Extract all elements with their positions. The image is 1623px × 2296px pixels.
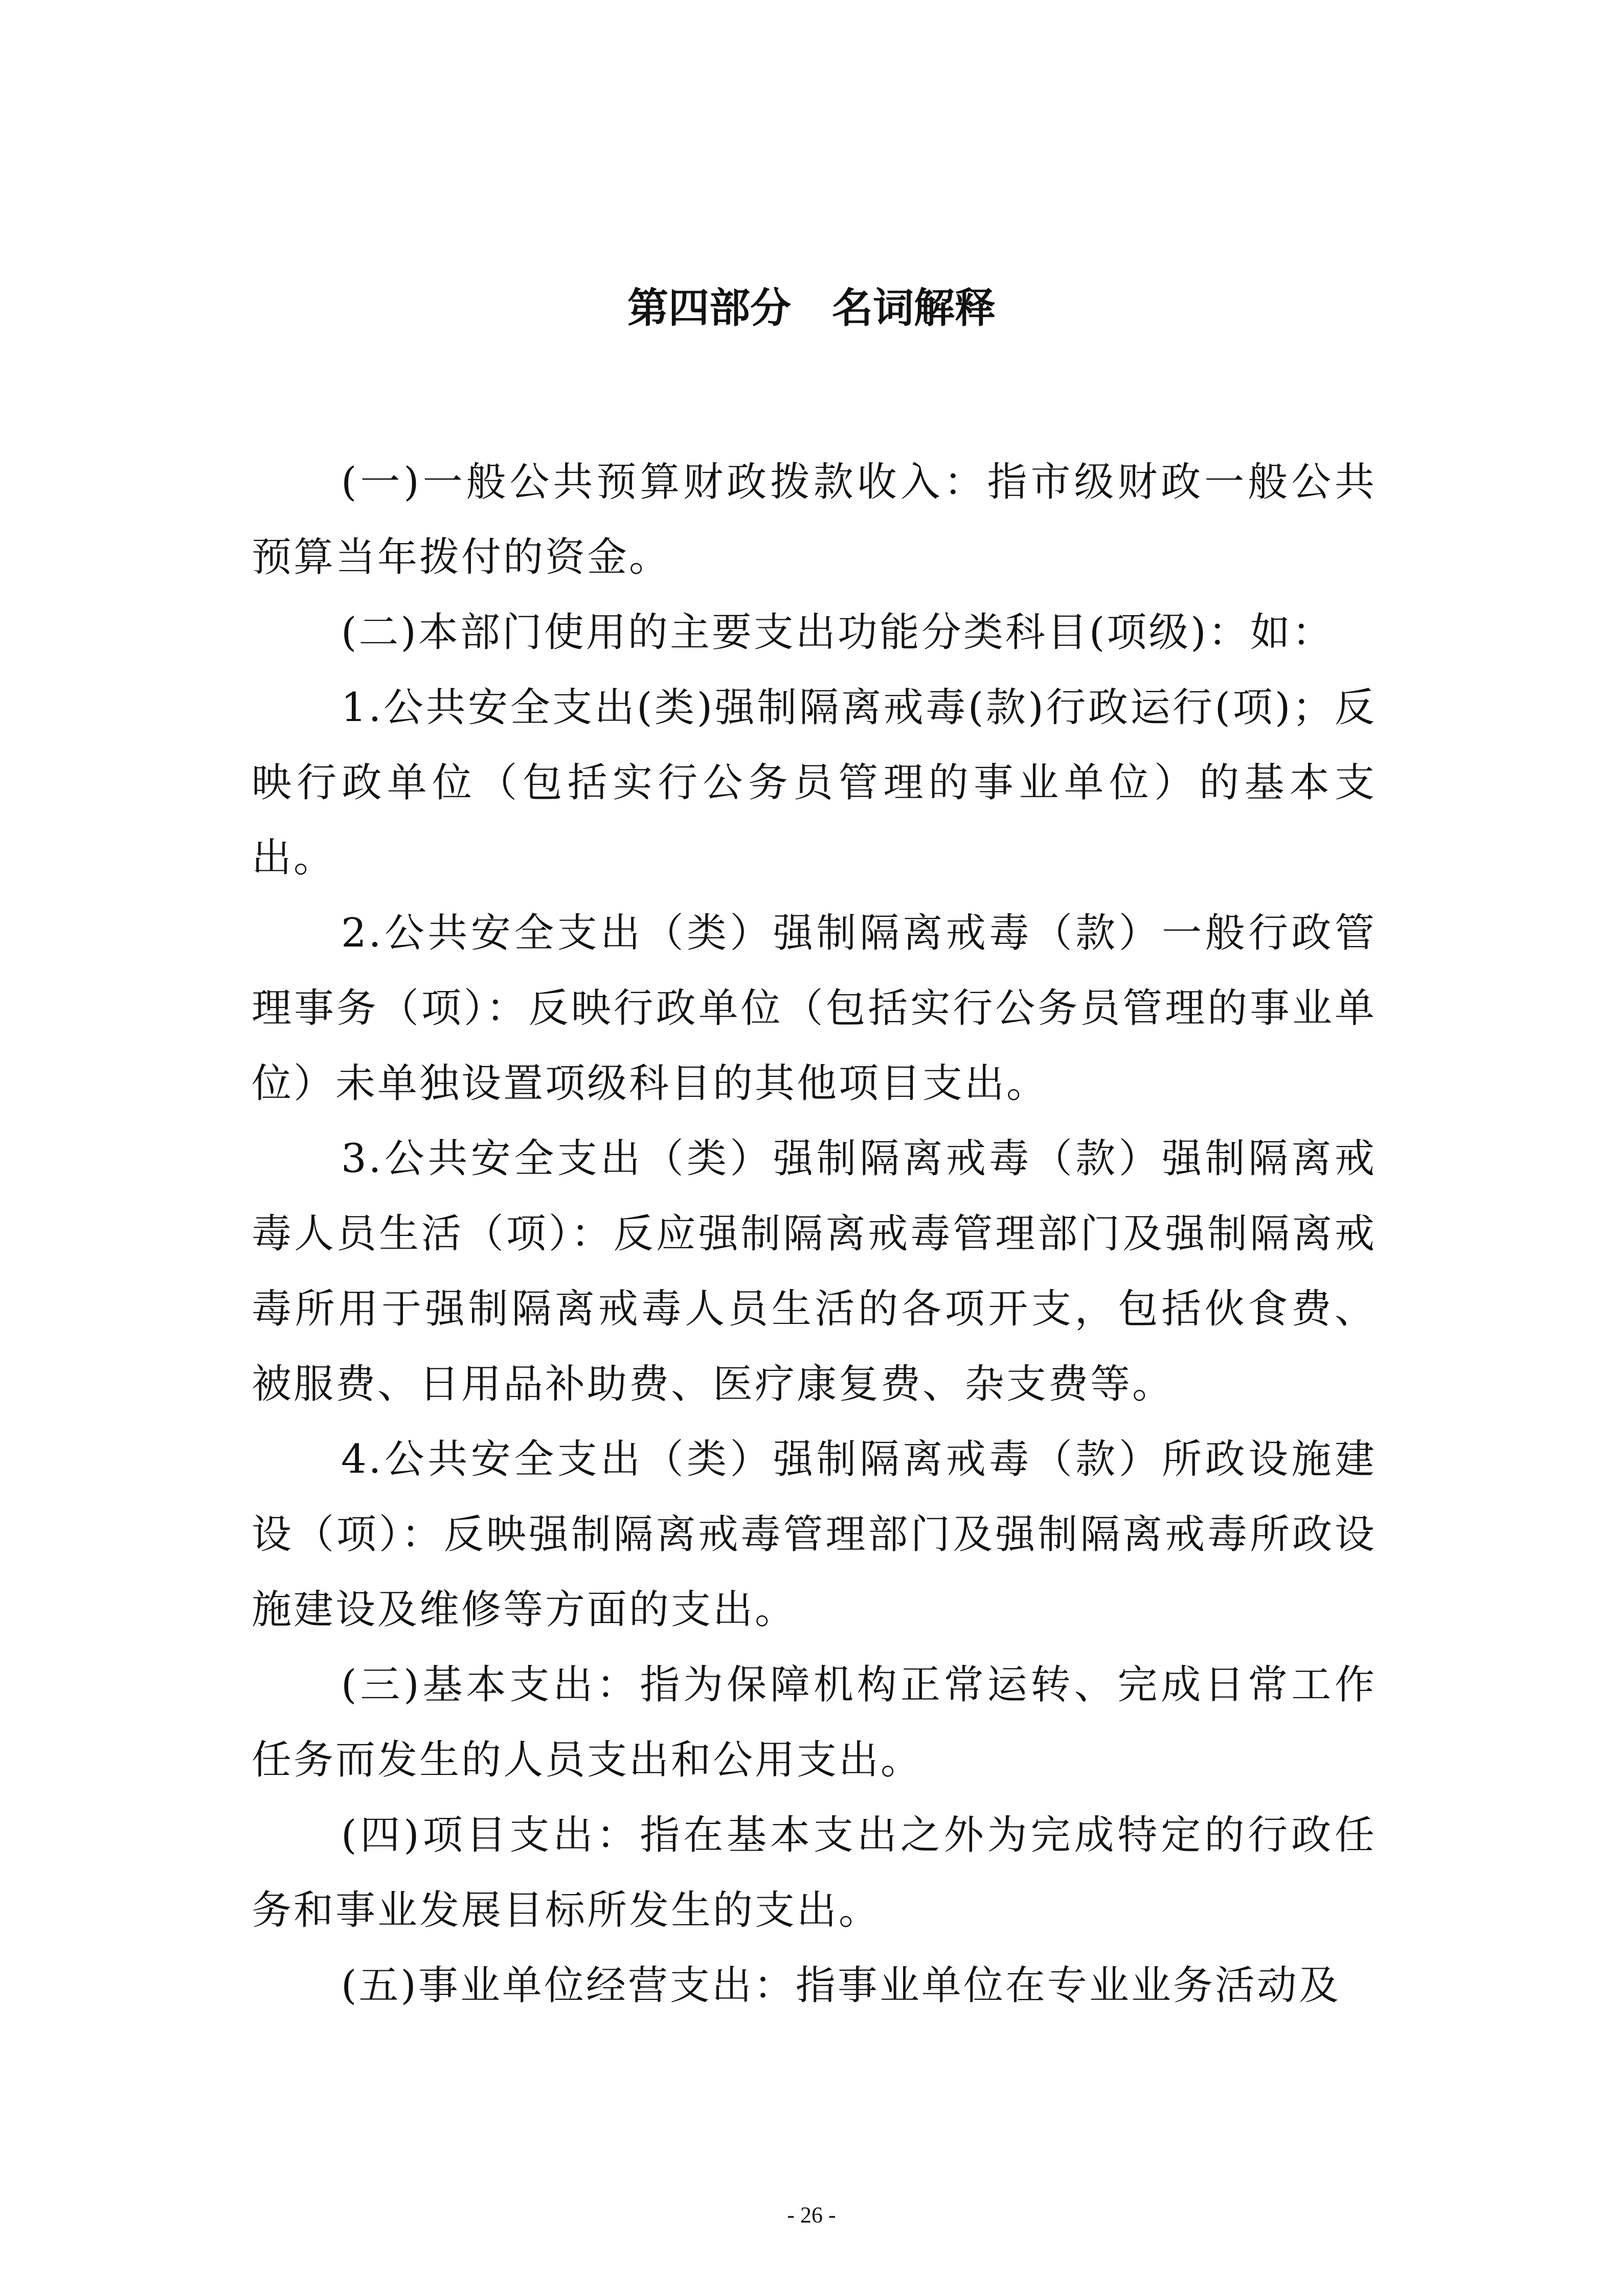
paragraph-business-expenditure: (五)事业单位经营支出：指事业单位在专业业务活动及 <box>341 1963 1341 2009</box>
paragraph-item-1-administrative-operation: 1.公共安全支出(类)强制隔离戒毒(款)行政运行(项)；反映行政单位（包括实行公务员管理的事业单位）的基本支出。 <box>252 685 1377 881</box>
paragraph-item-4-facility-construction: 4.公共安全支出（类）强制隔离戒毒（款）所政设施建设（项）：反映强制隔离戒毒管理部门及强制隔离戒毒所政设施建设及维修等方面的支出。 <box>252 1436 1377 1633</box>
paragraph-project-expenditure: (四)项目支出：指在基本支出之外为完成特定的行政任务和事业发展目标所发生的支出。 <box>252 1812 1377 1933</box>
section-title: 第四部分 名词解释 <box>627 284 996 332</box>
paragraph-basic-expenditure: (三)基本支出：指为保障机构正常运转、完成日常工作任务而发生的人员支出和公用支出。 <box>252 1662 1377 1783</box>
paragraph-item-3-detainee-living: 3.公共安全支出（类）强制隔离戒毒（款）强制隔离戒毒人员生活（项）：反应强制隔离戒毒管理部门及强制隔离戒毒所用于强制隔离戒毒人员生活的各项开支，包括伙食费、被服费、日用品补助费、医疗康复费、杂支费等。 <box>252 1136 1377 1407</box>
paragraph-item-2-general-administration: 2.公共安全支出（类）强制隔离戒毒（款）一般行政管理事务（项）：反映行政单位（包括实行公务员管理的事业单位）未单独设置项级科目的其他项目支出。 <box>252 910 1377 1107</box>
paragraph-expenditure-classification: (二)本部门使用的主要支出功能分类科目(项级)：如： <box>341 610 1334 656</box>
page-number: - 26 - <box>787 2202 836 2227</box>
paragraph-general-budget-revenue: (一)一般公共预算财政拨款收入：指市级财政一般公共预算当年拨付的资金。 <box>252 459 1377 580</box>
body-text <box>252 445 1377 2023</box>
